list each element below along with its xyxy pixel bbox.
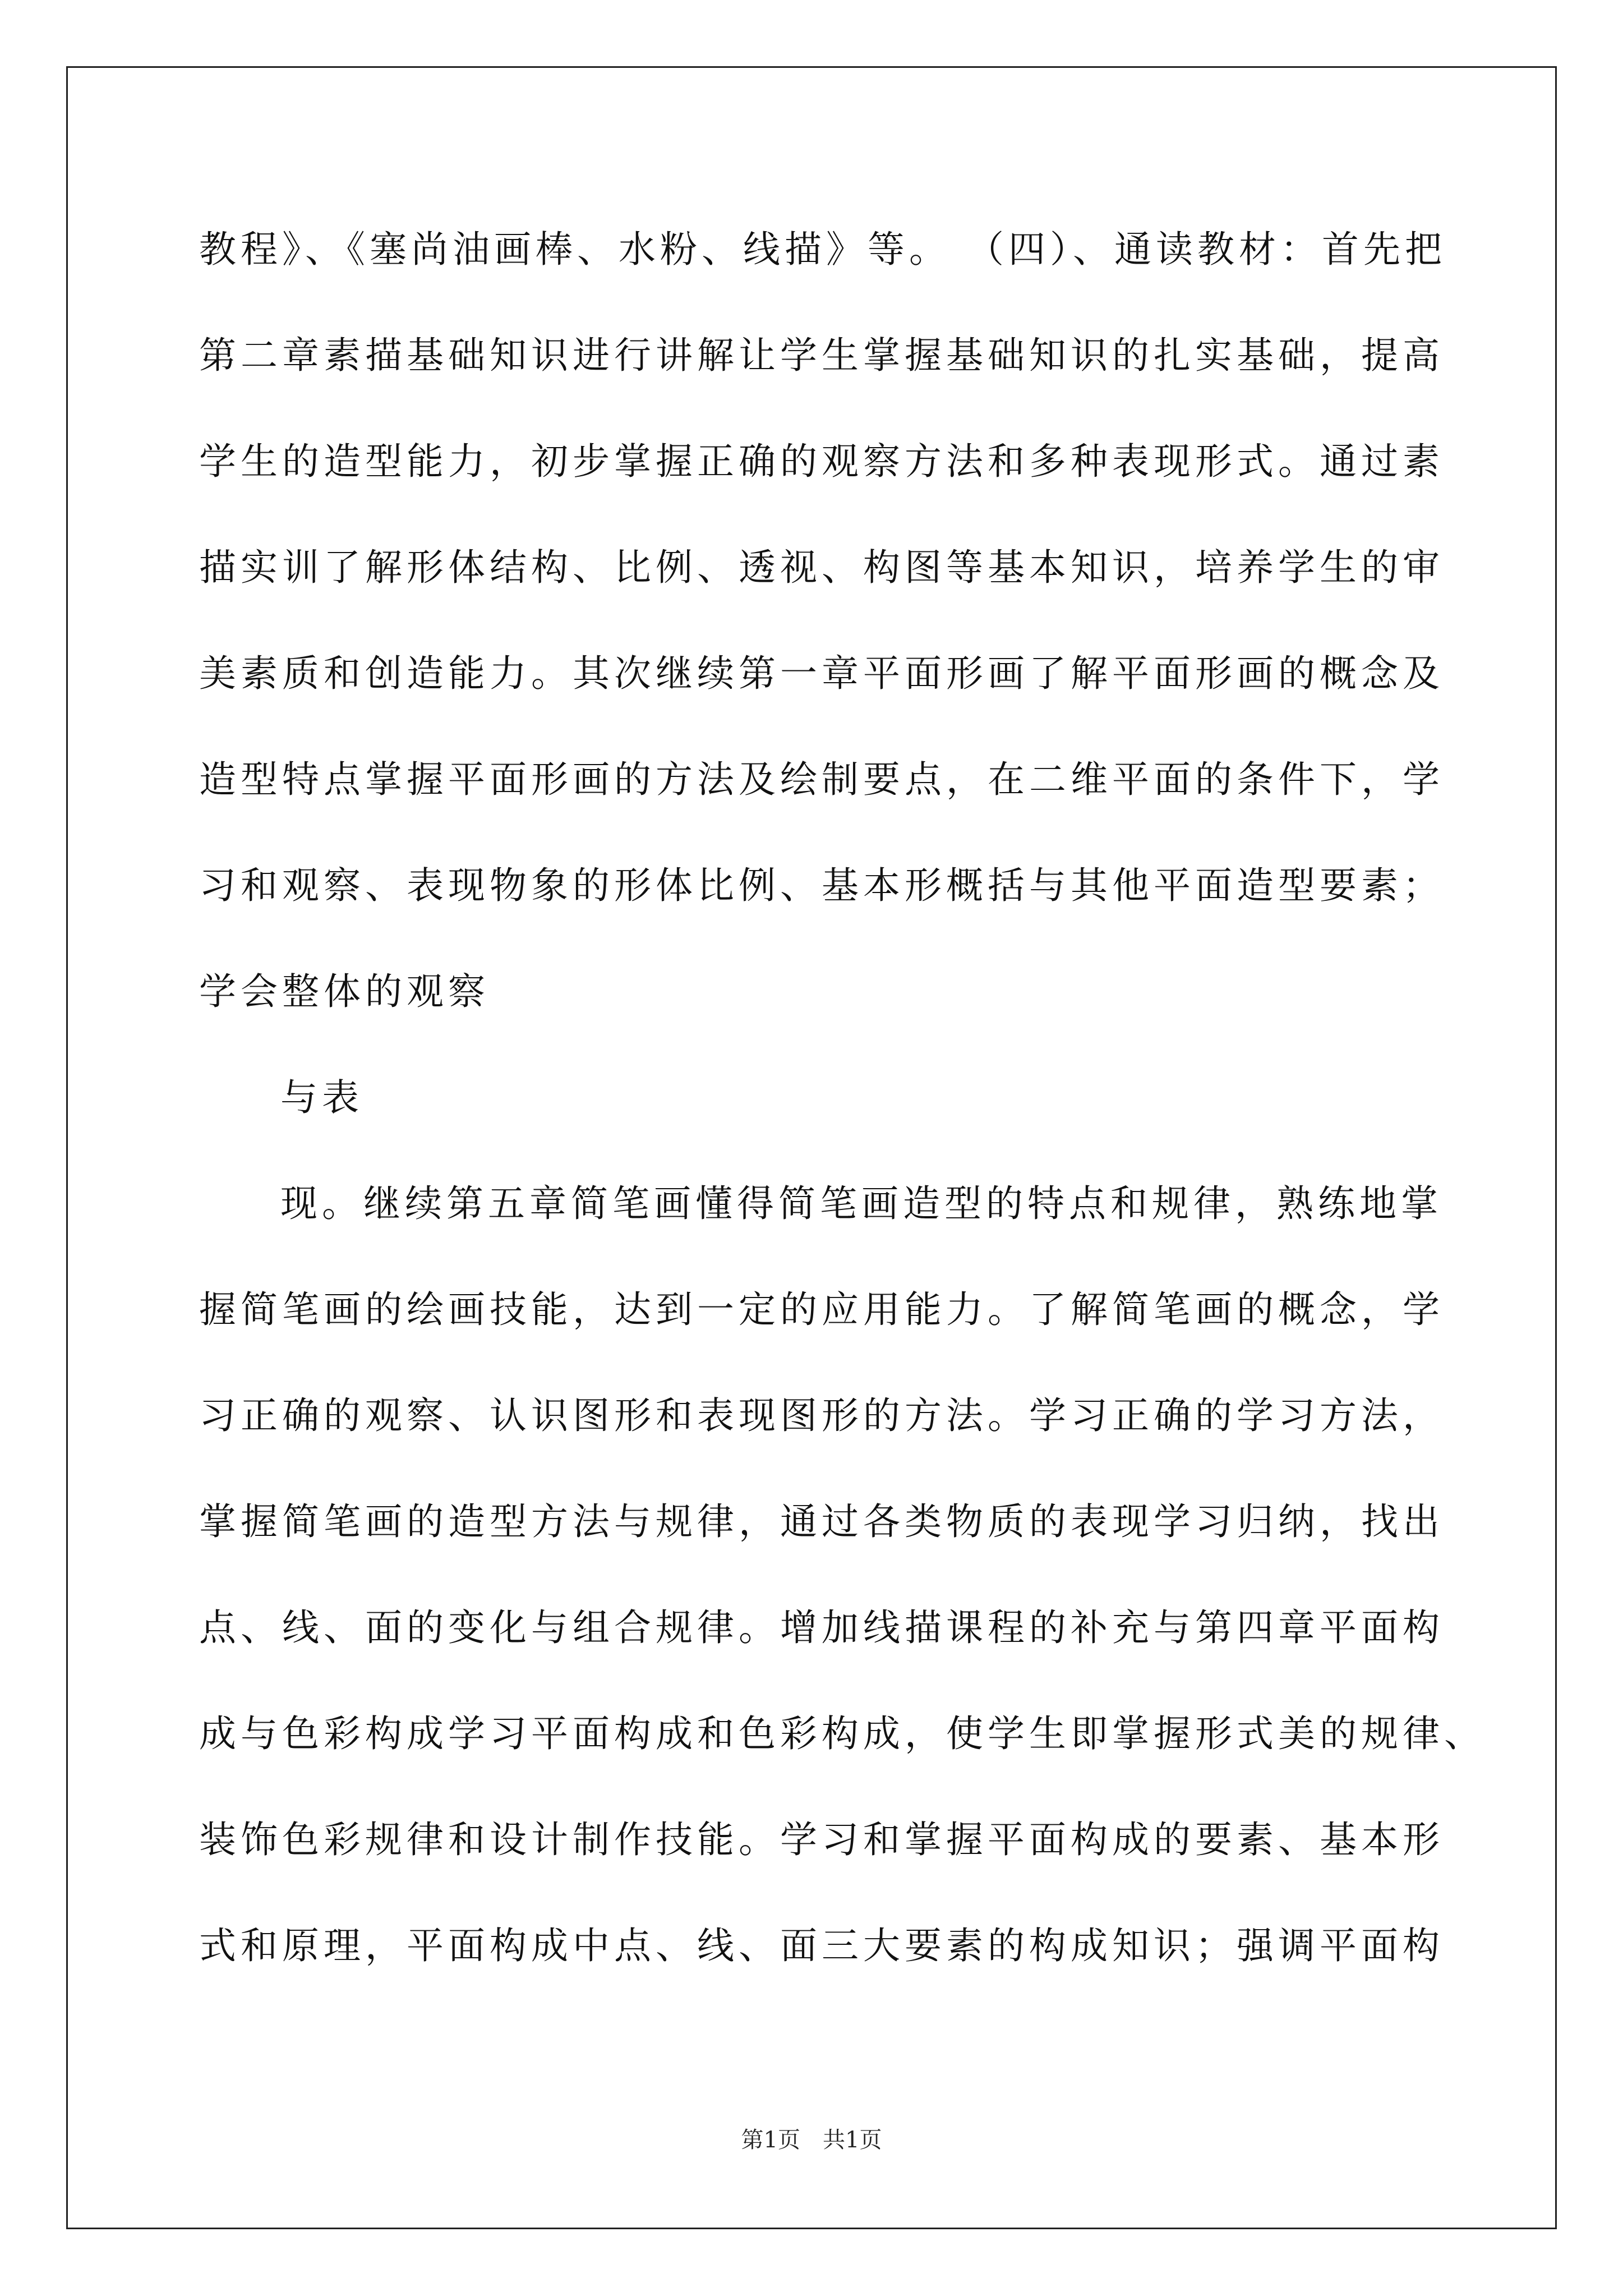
text-line: 学会整体的观察 xyxy=(199,970,490,1013)
text-line: 第二章素描基础知识进行讲解让学生掌握基础知识的扎实基础，提高 xyxy=(199,334,1444,377)
text-line: 装饰色彩规律和设计制作技能。学习和掌握平面构成的要素、基本形 xyxy=(199,1818,1444,1861)
text-line: 与表 xyxy=(280,1076,363,1119)
text-line: 习和观察、表现物象的形体比例、基本形概括与其他平面造型要素； xyxy=(199,864,1444,907)
page-footer: 第1页 共1页 xyxy=(741,2127,882,2153)
text-line: 式和原理，平面构成中点、线、面三大要素的构成知识；强调平面构 xyxy=(199,1924,1444,1967)
text-line: 美素质和创造能力。其次继续第一章平面形画了解平面形画的概念及 xyxy=(199,652,1444,695)
text-line: 学生的造型能力，初步掌握正确的观察方法和多种表现形式。通过素 xyxy=(199,440,1444,483)
text-line: 掌握简笔画的造型方法与规律，通过各类物质的表现学习归纳，找出 xyxy=(199,1500,1444,1543)
text-line: 现。继续第五章简笔画懂得简笔画造型的特点和规律，熟练地掌 xyxy=(280,1182,1442,1225)
text-line: 描实训了解形体结构、比例、透视、构图等基本知识，培养学生的审 xyxy=(199,546,1444,589)
text-line: 成与色彩构成学习平面构成和色彩构成，使学生即掌握形式美的规律、 xyxy=(199,1712,1486,1755)
text-line: 握简笔画的绘画技能，达到一定的应用能力。了解简笔画的概念，学 xyxy=(199,1288,1444,1331)
page-border xyxy=(66,66,1557,2229)
text-line: 点、线、面的变化与组合规律。增加线描课程的补充与第四章平面构 xyxy=(199,1606,1444,1649)
text-line: 习正确的观察、认识图形和表现图形的方法。学习正确的学习方法， xyxy=(199,1394,1444,1437)
text-line: 教程》、《塞尚油画棒、水粉、线描》等。 （四）、通读教材：首先把 xyxy=(199,228,1446,271)
text-line: 造型特点掌握平面形画的方法及绘制要点，在二维平面的条件下，学 xyxy=(199,758,1444,801)
